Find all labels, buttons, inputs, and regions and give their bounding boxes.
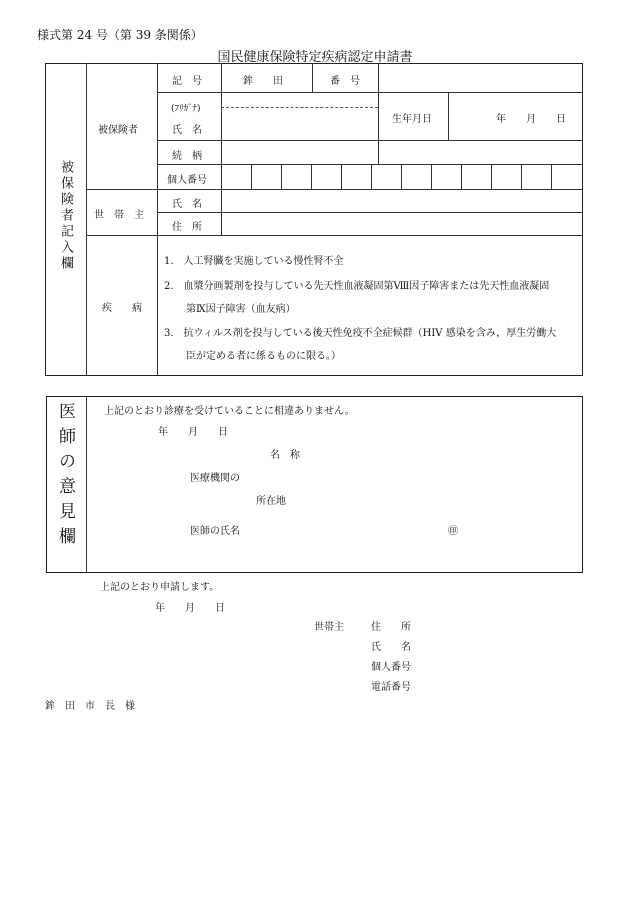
kigou-label: 記 号 xyxy=(172,76,202,87)
disease-option-2[interactable]: 2. 血漿分画製剤を投与している先天性血液凝固第Ⅷ因子障害または先天性血液凝固 xyxy=(164,281,550,292)
facility-address-label: 所在地 xyxy=(256,496,286,507)
relation-field[interactable] xyxy=(222,141,377,163)
form-title: 国民健康保険特定疾病認定申請書 xyxy=(217,50,413,65)
personal-number-label: 個人番号 xyxy=(167,175,207,186)
household-name-label: 氏 名 xyxy=(172,199,202,210)
doctor-section-label: 医師の意見欄 xyxy=(55,402,75,552)
insured-section-label: 被保険者記入欄 xyxy=(58,160,73,272)
doctor-table xyxy=(46,396,583,573)
bangou-label: 番 号 xyxy=(330,76,360,87)
doctor-seal-mark: ㊞ xyxy=(448,526,458,537)
relation-label: 続 柄 xyxy=(172,151,202,162)
personal-number-field[interactable] xyxy=(222,165,582,188)
facility-name-label: 名 称 xyxy=(270,450,300,461)
disease-option-3-cont: 臣が定める者に係るものに限る。） xyxy=(186,351,341,362)
applicant-personal-number-label: 個人番号 xyxy=(371,662,411,673)
application-date[interactable]: 年 月 日 xyxy=(155,603,225,614)
name-label: 氏 名 xyxy=(172,125,202,136)
furigana-label: (ﾌﾘｶﾞﾅ) xyxy=(171,104,201,114)
doctor-statement: 上記のとおり診療を受けていることに相違ありません。 xyxy=(104,406,355,417)
household-name-field[interactable] xyxy=(222,190,582,211)
addressee: 鉾 田 市 長 様 xyxy=(45,701,135,712)
insured-label: 被保険者 xyxy=(98,125,138,136)
doctor-name-label: 医師の氏名 xyxy=(190,526,240,537)
birthdate-label: 生年月日 xyxy=(392,114,432,125)
kigou-value: 鉾 田 xyxy=(243,76,283,87)
disease-option-3[interactable]: 3. 抗ウィルス剤を投与している後天性免疫不全症候群（HIV 感染を含み，厚生労働大 xyxy=(164,328,557,339)
form-number: 様式第 24 号（第 39 条関係） xyxy=(37,28,203,42)
applicant-name-label: 氏 名 xyxy=(371,642,411,653)
household-head-label: 世 帯 主 xyxy=(94,210,144,221)
applicant-address-label: 住 所 xyxy=(371,622,411,633)
household-address-label: 住 所 xyxy=(172,222,202,233)
application-statement: 上記のとおり申請します。 xyxy=(100,582,220,593)
birthdate-field[interactable]: 年 月 日 xyxy=(496,114,566,125)
disease-option-2-cont: 第Ⅸ因子障害（血友病） xyxy=(186,304,296,315)
insured-name-field[interactable] xyxy=(222,93,377,139)
disease-option-1[interactable]: 1. 人工腎臓を実施している慢性腎不全 xyxy=(164,256,344,267)
doctor-date[interactable]: 年 月 日 xyxy=(158,427,228,438)
applicant-household-head-label: 世帯主 xyxy=(314,622,344,633)
bangou-field[interactable] xyxy=(379,64,582,91)
household-address-field[interactable] xyxy=(222,213,582,234)
applicant-phone-label: 電話番号 xyxy=(371,682,411,693)
facility-label: 医療機関の xyxy=(190,473,240,484)
disease-label: 疾 病 xyxy=(102,303,142,314)
